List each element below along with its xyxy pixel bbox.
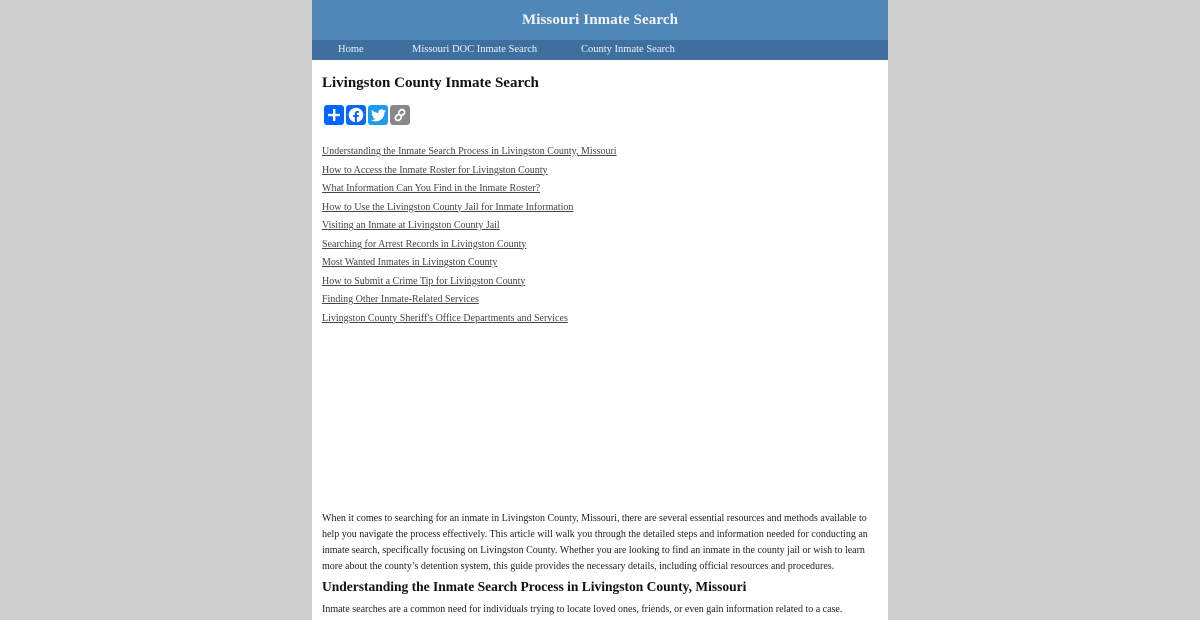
toc-item [322, 161, 617, 180]
twitter-icon [371, 109, 386, 122]
toc-link[interactable]: Most Wanted Inmates in Livingston County [322, 257, 498, 268]
toc-item [322, 142, 617, 161]
site-title[interactable]: Missouri Inmate Search [521, 11, 679, 28]
copy-link-icon [393, 108, 407, 122]
nav-item-home[interactable]: Home [338, 44, 364, 55]
toc-item [322, 272, 617, 291]
facebook-icon [348, 107, 364, 123]
page-container [312, 0, 888, 620]
toc-link[interactable]: How to Submit a Crime Tip for Livingston County [322, 275, 526, 287]
toc-item [322, 290, 617, 309]
copy-link-button[interactable] [390, 105, 410, 125]
nav-item-missouri-doc-inmate-search[interactable]: Missouri DOC Inmate Search [412, 44, 538, 55]
toc-link[interactable]: How to Access the Inmate Roster for Livingston County [322, 164, 548, 176]
toc-link[interactable]: Searching for Arrest Records in Livingston County [322, 238, 527, 250]
main-nav [312, 40, 888, 60]
toc-item [322, 235, 617, 254]
toc-item [322, 198, 617, 217]
toc-link[interactable]: Understanding the Inmate Search Process in Livingston County, Missouri [322, 146, 617, 157]
ad-placeholder [322, 330, 878, 505]
table-of-contents [322, 142, 617, 327]
toc-item [322, 179, 617, 198]
toc-item [322, 216, 617, 235]
page-title: Livingston County Inmate Search [322, 75, 539, 91]
facebook-share-button[interactable] [346, 105, 366, 125]
plus-share-icon [327, 108, 341, 122]
section-heading: Understanding the Inmate Search Process in Livingston County, Missouri [322, 579, 747, 594]
section-paragraph: Inmate searches are a common need for individuals trying to locate loved ones, friends, or even gain information related to a case. [322, 604, 843, 615]
toc-link[interactable]: Livingston County Sheriff's Office Departments and Services [322, 312, 568, 324]
toc-item [322, 309, 617, 328]
nav-item-county-inmate-search[interactable]: County Inmate Search [581, 44, 675, 55]
site-header [312, 0, 888, 40]
toc-link[interactable]: Visiting an Inmate at Livingston County Jail [322, 220, 500, 231]
toc-link[interactable]: Finding Other Inmate-Related Services [322, 294, 479, 305]
share-buttons [324, 105, 410, 125]
toc-link[interactable]: How to Use the Livingston County Jail for Inmate Information [322, 201, 574, 213]
intro-paragraph: When it comes to searching for an inmate in Livingston County, Missouri, there are several essential resources and methods available to help you navigate the process effectively. This article will walk you through the detailed steps and information needed for conducting an inmate search, specifically focusing on Livingston County. Whether you are looking to find an inmate in the county jail or wish to learn more about the county’s detention system, this guide provides the necessary details, including official resources and procedures. [322, 513, 868, 572]
share-button[interactable] [324, 105, 344, 125]
toc-link[interactable]: What Information Can You Find in the Inmate Roster? [322, 183, 541, 194]
twitter-share-button[interactable] [368, 105, 388, 125]
toc-item [322, 253, 617, 272]
